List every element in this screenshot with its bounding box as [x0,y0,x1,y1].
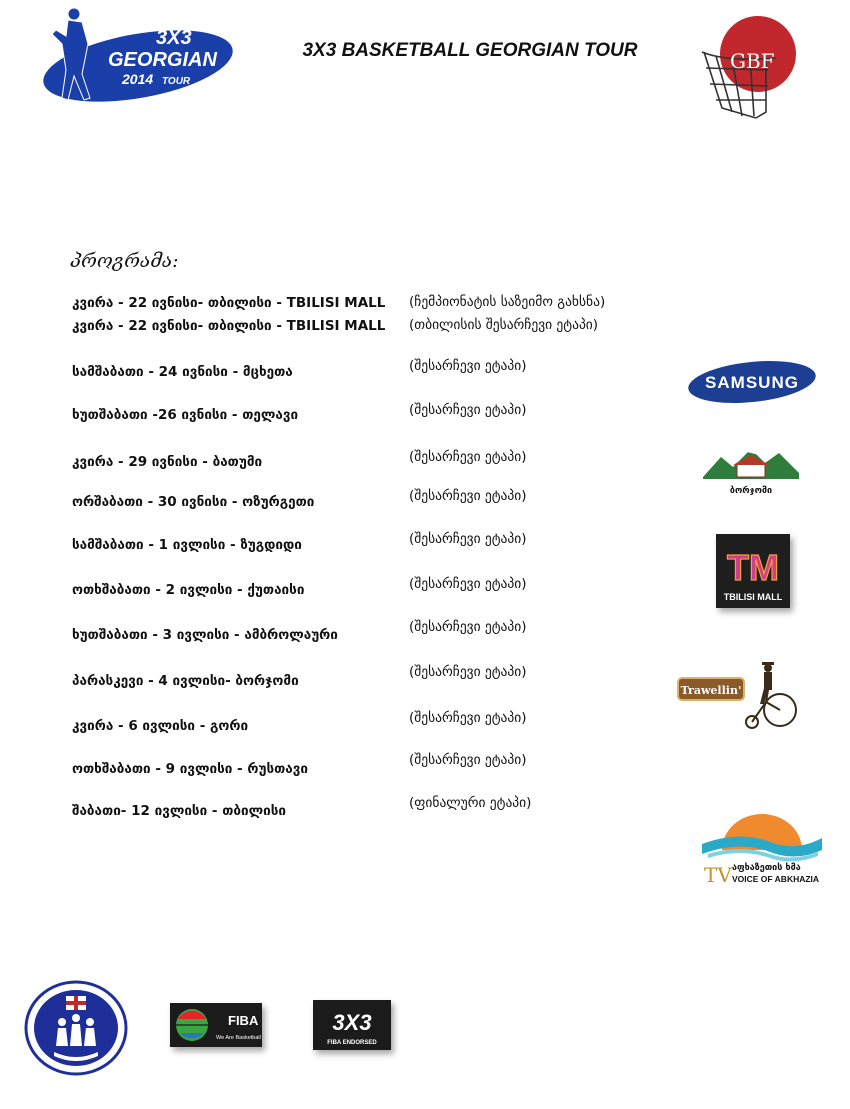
svg-text:TOUR: TOUR [162,76,191,87]
schedule-date: კვირა - 22 ივნისი- თბილისი - TBILISI MALL [72,295,386,311]
svg-text:TBILISI MALL: TBILISI MALL [723,592,783,602]
schedule-stage: (შესარჩევი ეტაპი) [409,449,527,465]
svg-text:SAMSUNG: SAMSUNG [705,373,799,392]
schedule-date: ხუთშაბათი -26 ივნისი - თელავი [72,407,299,423]
program-label: პროგრამა: [70,250,179,272]
svg-text:3X3: 3X3 [332,1010,372,1035]
schedule-date: სამშაბათი - 24 ივნისი - მცხეთა [72,364,293,380]
tbilisi-mall-logo [716,534,790,608]
trawellin-logo [676,658,804,730]
schedule-stage: (ჩემპიონატის საზეიმო გახსნა) [409,294,606,310]
tour-logo-3x3: 3X3 [156,27,192,49]
schedule-stage: (თბილისის შესარჩევი ეტაპი) [409,317,599,333]
schedule-date: შაბათი- 12 ივლისი - თბილისი [72,803,286,819]
schedule-stage: (შესარჩევი ეტაპი) [409,358,527,374]
schedule-stage: (შესარჩევი ეტაპი) [409,576,527,592]
page-title: 3X3 BASKETBALL GEORGIAN TOUR [302,40,638,61]
svg-text:FIBA: FIBA [228,1013,259,1028]
schedule-date: ოთხშაბათი - 9 ივლისი - რუსთავი [72,761,309,777]
schedule-stage: (შესარჩევი ეტაპი) [409,488,527,504]
svg-text:GEORGIAN: GEORGIAN [108,49,217,71]
fiba-3x3-logo [313,1000,391,1050]
schedule-date: კვირა - 6 ივლისი - გორი [72,718,249,734]
svg-text:Trawellin': Trawellin' [680,684,742,697]
svg-text:GBF: GBF [730,49,775,73]
schedule-date: ოთხშაბათი - 2 ივლისი - ქუთაისი [72,582,305,598]
schedule-date: ორშაბათი - 30 ივნისი - ოზურგეთი [72,494,315,510]
svg-text:აფხაზეთის ხმა: აფხაზეთის ხმა [732,863,801,873]
svg-text:TM: TM [727,547,779,588]
schedule-stage: (შესარჩევი ეტაპი) [409,619,527,635]
schedule-date: პარასკევი - 4 ივლისი- ბორჯომი [72,673,299,689]
schedule-stage: (შესარჩევი ეტაპი) [409,710,527,726]
svg-text:TV: TV [704,863,732,887]
borjomi-logo [703,447,799,499]
svg-text:ბორჯომი: ბორჯომი [729,486,773,496]
schedule-date: კვირა - 22 ივნისი- თბილისი - TBILISI MALL [72,318,386,334]
fiba-logo [170,1003,262,1047]
schedule-date: კვირა - 29 ივნისი - ბათუმი [72,454,263,470]
svg-text:VOICE OF ABKHAZIA: VOICE OF ABKHAZIA [732,874,820,884]
svg-text:We Are Basketball: We Are Basketball [216,1035,261,1041]
schedule-stage: (ფინალური ეტაპი) [409,795,532,811]
samsung-logo [686,356,818,410]
gbf-logo [696,8,806,122]
schedule-stage: (შესარჩევი ეტაპი) [409,664,527,680]
schedule-date: სამშაბათი - 1 ივლისი - ზუგდიდი [72,537,302,553]
voice-of-abkhazia-logo [700,810,824,890]
schedule-date: ხუთშაბათი - 3 ივლისი - ამბროლაური [72,627,338,643]
schedule-stage: (შესარჩევი ეტაპი) [409,752,527,768]
svg-text:FIBA ENDORSED: FIBA ENDORSED [327,1040,377,1046]
schedule-stage: (შესარჩევი ეტაპი) [409,402,527,418]
sports-ministry-emblem [24,980,128,1076]
schedule-stage: (შესარჩევი ეტაპი) [409,531,527,547]
svg-text:2014: 2014 [122,71,154,87]
